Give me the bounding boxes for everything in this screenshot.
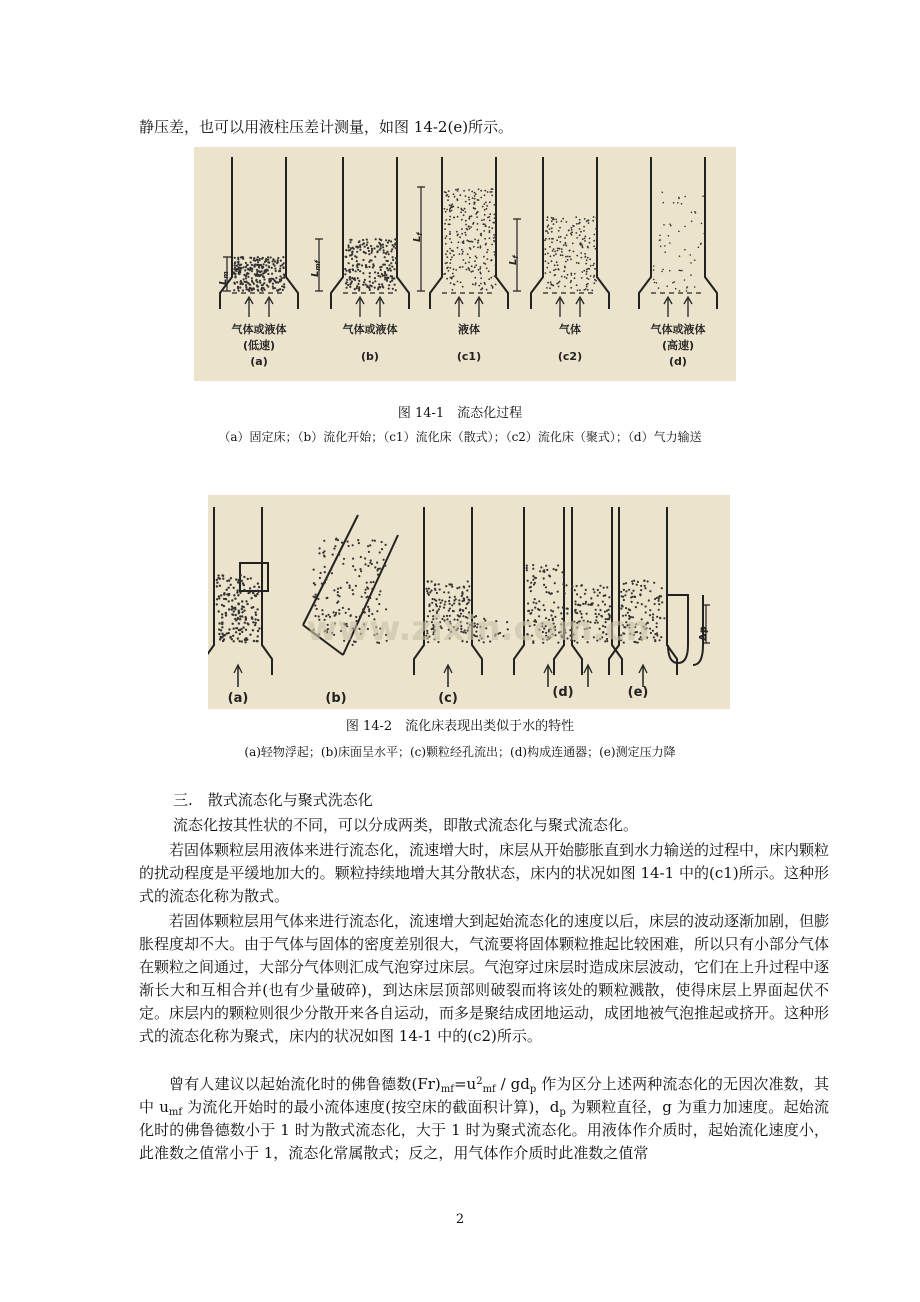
fig1-dim-b: $L_{mf}$	[310, 260, 322, 277]
top-line: 静压差，也可以用液柱压差计测量，如图 14-2(e)所示。	[139, 118, 514, 136]
intro-line: 流态化按其性状的不同，可以分成两类，即散式流态化与聚式流态化。	[173, 816, 639, 834]
page-number: 2	[455, 1212, 465, 1227]
fig2-label-a: (a)	[227, 691, 249, 706]
fig1-label-d: (d)	[669, 355, 687, 368]
fig2-label-e: (e)	[627, 685, 649, 700]
paragraph-1: 若固体颗粒层用液体来进行流态化，流速增大时，床层从开始膨胀直到水力输送的过程中，床内颗粒的扰动程度是平缓地加大的。颗粒持续地增大其分散状态，床内的状况如图 14-1 中的(c1)所示。这种形式的流态化称为散式。	[139, 841, 830, 905]
fig1-flow-d: 气体或液体	[650, 323, 706, 336]
fig2-watermark: www.zixin.com.cn	[306, 609, 650, 649]
fig1-flow-b: 气体或液体	[342, 323, 398, 336]
figure-14-1-subcaption: （a）固定床；（b）流化开始；（c1）流化床（散式）；（c2）流化床（聚式）；（d）气力输送	[218, 430, 702, 444]
fig1-dim-c1: $L_f$	[412, 232, 424, 242]
fig1-dim-a: $L_m$	[218, 271, 230, 285]
fig1-label-c2: (c2)	[557, 350, 583, 363]
fig1-dim-c2: $L_f$	[508, 255, 520, 265]
fig1-label-c1: (c1)	[456, 350, 482, 363]
fig2-label-b: (b)	[325, 691, 347, 706]
fig1-flow-c2: 气体	[559, 323, 581, 336]
fig1-label-a: (a)	[250, 355, 268, 368]
fig2-label-c: (c)	[438, 691, 458, 706]
figure-14-2-caption: 图 14-2 流化床表现出类似于水的特性	[345, 719, 575, 734]
figure-14-2-subcaption: (a)轻物浮起；(b)床面呈水平；(c)颗粒经孔流出；(d)构成连通器；(e)测定压力降	[244, 745, 676, 759]
fig1-speed-a: (低速)	[242, 339, 276, 352]
paragraph-3: 曾有人建议以起始流化时的佛鲁德数$(Fr)_{mf}=u^2_{mf} / gd_p$ 作为区分上述两种流态化的无因次准数，其中 $u_{mf}$ 为流化开始时的最小流体速度(按空床的截面积计算)，$d_p$ 为颗粒直径，g 为重力加速度。起始流化时的佛鲁德数小于 1 时为散式流态化，大于 1 时为聚式流态化。用液体作介质时，起始流化速度小，此准数之值常小于 1，流态化常属散式；反之，用气体作介质时此准数之值常	[139, 1075, 830, 1162]
figure-14-2	[208, 495, 730, 709]
fig2-dim-e: Δp	[698, 626, 709, 641]
fig2-label-d: (d)	[552, 685, 574, 700]
paragraph-2: 若固体颗粒层用气体来进行流态化，流速增大到起始流态化的速度以后，床层的波动逐渐加剧，但膨胀程度却不大。由于气体与固体的密度差别很大，气流要将固体颗粒推起比较困难，所以只有小部分气体在颗粒之间通过，大部分气体则汇成气泡穿过床层。气泡穿过床层时造成床层波动，它们在上升过程中逐渐长大和互相合并(也有少量破碎)，到达床层顶部则破裂而将该处的颗粒溅散，使得床层上界面起伏不定。床层内的颗粒则很少分散开来各自运动，而多是聚结成团地运动，成团地被气泡推起或挤开。这种形式的流态化称为聚式，床内的状况如图 14-1 中的(c2)所示。	[139, 912, 830, 1045]
section-heading: 三. 散式流态化与聚式洗态化	[173, 791, 373, 809]
fig1-flow-c1: 液体	[458, 323, 480, 336]
fig1-label-b: (b)	[361, 350, 379, 363]
fig1-speed-d: (高速)	[661, 339, 695, 352]
figure-14-1	[194, 147, 736, 381]
fig1-flow-a: 气体或液体	[231, 323, 287, 336]
figure-14-1-caption: 图 14-1 流态化过程	[397, 406, 523, 421]
